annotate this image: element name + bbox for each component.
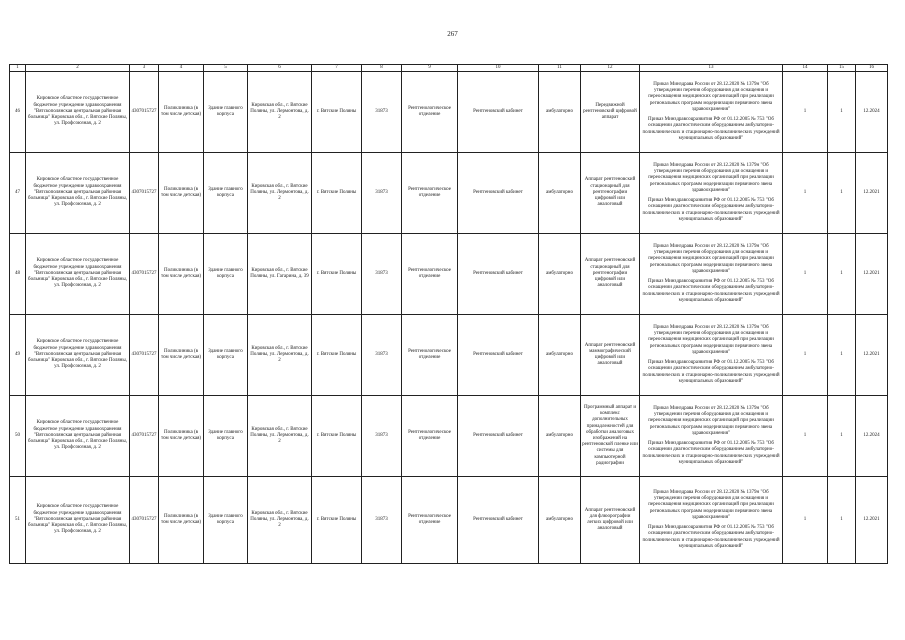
settlement-cell: г. Вятские Поляны <box>312 315 362 396</box>
quantity-required-cell: 1 <box>783 315 828 396</box>
legal-basis-cell <box>640 315 783 396</box>
inn-code-cell: 4307015727 <box>130 477 159 564</box>
table-row <box>10 72 888 153</box>
legal-basis-order-1379n: Приказ Минздрава России от 28.12.2020 № 1379н "Об утверждении перечня оборудования для оснащения и переоснащения медицинских организаций при реализации региональных программ модернизации первичного звена здравоохранения" <box>648 244 774 274</box>
deadline-cell: 12.2021 <box>856 315 888 396</box>
header-cell: 6 <box>248 65 312 72</box>
address-cell: Кировская обл., г. Вятские Поляны, ул. Лермонтова, д. 2 <box>248 72 312 153</box>
inn-code-cell: 4307015727 <box>130 396 159 477</box>
building-name-cell: Здание главного корпуса <box>204 315 248 396</box>
equipment-name-cell: Программный аппарат и комплекс дополнительных принадлежностей для обработки аналоговых изображений на рентгеновской пленке или системы для компьютерной радиографии <box>581 396 640 477</box>
room-cell: Рентгеновский кабинет <box>458 396 539 477</box>
building-name-cell: Здание главного корпуса <box>204 477 248 564</box>
address-cell: Кировская обл., г. Вятские Поляны, ул. Лермонтова, д. 2 <box>248 153 312 234</box>
quantity-required-cell: 1 <box>783 396 828 477</box>
care-mode-cell: амбулаторно <box>539 72 581 153</box>
oktmo-code-cell: 31873 <box>362 72 402 153</box>
address-cell: Кировская обл., г. Вятские Поляны, ул. Лермонтова, д. 2 <box>248 477 312 564</box>
legal-basis-order-1379n: Приказ Минздрава России от 28.12.2020 № 1379н "Об утверждении перечня оборудования для оснащения и переоснащения медицинских организаций при реализации региональных программ модернизации первичного звена здравоохранения" <box>648 490 774 520</box>
quantity-required-cell: 1 <box>783 153 828 234</box>
header-cell: 5 <box>204 65 248 72</box>
header-cell: 8 <box>362 65 402 72</box>
building-name-cell: Здание главного корпуса <box>204 234 248 315</box>
organization-name-cell: Кировское областное государственное бюджетное учреждение здравоохранения "Вятскополянская центральная районная больница" Кировская обл., г. Вятские Поляны, ул. Профсоюзная, д. 2 <box>26 396 130 477</box>
legal-basis-order-753: Приказ Минздравсоцразвития РФ от 01.12.2005 № 753 "Об оснащении диагностическим оборудованием амбулаторно-поликлинических и стационарно-поликлинических учреждений муниципальных образований" <box>642 117 780 141</box>
header-cell: 15 <box>828 65 856 72</box>
deadline-cell: 12.2024 <box>856 396 888 477</box>
row-number-cell: 51 <box>10 477 26 564</box>
settlement-cell: г. Вятские Поляны <box>312 477 362 564</box>
quantity-required-cell: 1 <box>783 477 828 564</box>
inn-code-cell: 4307015727 <box>130 315 159 396</box>
oktmo-code-cell: 31873 <box>362 396 402 477</box>
header-cell: 16 <box>856 65 888 72</box>
settlement-cell: г. Вятские Поляны <box>312 153 362 234</box>
header-cell: 10 <box>458 65 539 72</box>
building-name-cell: Здание главного корпуса <box>204 396 248 477</box>
header-cell: 12 <box>581 65 640 72</box>
legal-basis-cell <box>640 234 783 315</box>
settlement-cell: г. Вятские Поляны <box>312 396 362 477</box>
table-row <box>10 153 888 234</box>
organization-name-cell: Кировское областное государственное бюджетное учреждение здравоохранения "Вятскополянская центральная районная больница" Кировская обл., г. Вятские Поляны, ул. Профсоюзная, д. 2 <box>26 234 130 315</box>
department-cell: Рентгенологическое отделение <box>402 153 458 234</box>
deadline-cell: 12.2021 <box>856 153 888 234</box>
header-cell: 7 <box>312 65 362 72</box>
table-row <box>10 477 888 564</box>
header-cell: 4 <box>159 65 204 72</box>
facility-type-cell: Поликлиника (в том числе детская) <box>159 477 204 564</box>
settlement-cell: г. Вятские Поляны <box>312 72 362 153</box>
inn-code-cell: 4307015727 <box>130 72 159 153</box>
facility-type-cell: Поликлиника (в том числе детская) <box>159 396 204 477</box>
address-cell: Кировская обл., г. Вятские Поляны, ул. Лермонтова, д. 2 <box>248 315 312 396</box>
organization-name-cell: Кировское областное государственное бюджетное учреждение здравоохранения "Вятскополянская центральная районная больница" Кировская обл., г. Вятские Поляны, ул. Профсоюзная, д. 2 <box>26 477 130 564</box>
header-cell: 1 <box>10 65 26 72</box>
quantity-planned-cell: 1 <box>828 315 856 396</box>
header-cell: 14 <box>783 65 828 72</box>
row-number-cell: 46 <box>10 72 26 153</box>
room-cell: Рентгеновский кабинет <box>458 234 539 315</box>
care-mode-cell: амбулаторно <box>539 477 581 564</box>
department-cell: Рентгенологическое отделение <box>402 477 458 564</box>
deadline-cell: 12.2021 <box>856 234 888 315</box>
care-mode-cell: амбулаторно <box>539 153 581 234</box>
row-number-cell: 49 <box>10 315 26 396</box>
deadline-cell: 12.2024 <box>856 72 888 153</box>
care-mode-cell: амбулаторно <box>539 234 581 315</box>
organization-name-cell: Кировское областное государственное бюджетное учреждение здравоохранения "Вятскополянская центральная районная больница" Кировская обл., г. Вятские Поляны, ул. Профсоюзная, д. 2 <box>26 315 130 396</box>
building-name-cell: Здание главного корпуса <box>204 153 248 234</box>
care-mode-cell: амбулаторно <box>539 315 581 396</box>
legal-basis-order-753: Приказ Минздравсоцразвития РФ от 01.12.2005 № 753 "Об оснащении диагностическим оборудованием амбулаторно-поликлинических и стационарно-поликлинических учреждений муниципальных образований" <box>642 279 780 303</box>
legal-basis-order-1379n: Приказ Минздрава России от 28.12.2020 № 1379н "Об утверждении перечня оборудования для оснащения и переоснащения медицинских организаций при реализации региональных программ модернизации первичного звена здравоохранения" <box>648 82 774 112</box>
legal-basis-order-753: Приказ Минздравсоцразвития РФ от 01.12.2005 № 753 "Об оснащении диагностическим оборудованием амбулаторно-поликлинических и стационарно-поликлинических учреждений муниципальных образований" <box>642 525 780 549</box>
equipment-name-cell: Аппарат рентгеновский для флюорографии легких цифровой или аналоговый <box>581 477 640 564</box>
legal-basis-cell <box>640 396 783 477</box>
legal-basis-order-1379n: Приказ Минздрава России от 28.12.2020 № 1379н "Об утверждении перечня оборудования для оснащения и переоснащения медицинских организаций при реализации региональных программ модернизации первичного звена здравоохранения" <box>648 325 774 355</box>
header-cell: 11 <box>539 65 581 72</box>
page-number: 267 <box>447 30 458 38</box>
facility-type-cell: Поликлиника (в том числе детская) <box>159 315 204 396</box>
legal-basis-cell <box>640 72 783 153</box>
department-cell: Рентгенологическое отделение <box>402 234 458 315</box>
oktmo-code-cell: 31873 <box>362 477 402 564</box>
legal-basis-cell <box>640 477 783 564</box>
equipment-name-cell: Передвижной рентгеновский цифровой аппарат <box>581 72 640 153</box>
column-number-header-row <box>10 65 888 72</box>
legal-basis-order-1379n: Приказ Минздрава России от 28.12.2020 № 1379н "Об утверждении перечня оборудования для оснащения и переоснащения медицинских организаций при реализации региональных программ модернизации первичного звена здравоохранения" <box>648 163 774 193</box>
table-row <box>10 396 888 477</box>
address-cell: Кировская обл., г. Вятские Поляны, ул. Гагарина, д. 39 <box>248 234 312 315</box>
quantity-planned-cell: 1 <box>828 396 856 477</box>
legal-basis-cell <box>640 153 783 234</box>
care-mode-cell: амбулаторно <box>539 396 581 477</box>
oktmo-code-cell: 31873 <box>362 315 402 396</box>
room-cell: Рентгеновский кабинет <box>458 315 539 396</box>
organization-name-cell: Кировское областное государственное бюджетное учреждение здравоохранения "Вятскополянская центральная районная больница" Кировская обл., г. Вятские Поляны, ул. Профсоюзная, д. 2 <box>26 153 130 234</box>
room-cell: Рентгеновский кабинет <box>458 477 539 564</box>
row-number-cell: 48 <box>10 234 26 315</box>
row-number-cell: 47 <box>10 153 26 234</box>
department-cell: Рентгенологическое отделение <box>402 396 458 477</box>
legal-basis-order-753: Приказ Минздравсоцразвития РФ от 01.12.2005 № 753 "Об оснащении диагностическим оборудованием амбулаторно-поликлинических и стационарно-поликлинических учреждений муниципальных образований" <box>642 198 780 222</box>
inn-code-cell: 4307015727 <box>130 234 159 315</box>
quantity-required-cell: 1 <box>783 72 828 153</box>
table-row <box>10 234 888 315</box>
header-cell: 3 <box>130 65 159 72</box>
oktmo-code-cell: 31873 <box>362 234 402 315</box>
quantity-planned-cell: 1 <box>828 477 856 564</box>
legal-basis-order-753: Приказ Минздравсоцразвития РФ от 01.12.2005 № 753 "Об оснащении диагностическим оборудованием амбулаторно-поликлинических и стационарно-поликлинических учреждений муниципальных образований" <box>642 360 780 384</box>
quantity-required-cell: 1 <box>783 234 828 315</box>
row-number-cell: 50 <box>10 396 26 477</box>
equipment-register-table <box>9 64 888 564</box>
facility-type-cell: Поликлиника (в том числе детская) <box>159 234 204 315</box>
deadline-cell: 12.2021 <box>856 477 888 564</box>
table-row <box>10 315 888 396</box>
building-name-cell: Здание главного корпуса <box>204 72 248 153</box>
equipment-name-cell: Аппарат рентгеновский маммографический цифровой или аналоговый <box>581 315 640 396</box>
header-cell: 9 <box>402 65 458 72</box>
room-cell: Рентгеновский кабинет <box>458 72 539 153</box>
room-cell: Рентгеновский кабинет <box>458 153 539 234</box>
quantity-planned-cell: 1 <box>828 153 856 234</box>
department-cell: Рентгенологическое отделение <box>402 72 458 153</box>
legal-basis-order-1379n: Приказ Минздрава России от 28.12.2020 № 1379н "Об утверждении перечня оборудования для оснащения и переоснащения медицинских организаций при реализации региональных программ модернизации первичного звена здравоохранения" <box>648 406 774 436</box>
header-cell: 2 <box>26 65 130 72</box>
quantity-planned-cell: 1 <box>828 72 856 153</box>
settlement-cell: г. Вятские Поляны <box>312 234 362 315</box>
header-cell: 13 <box>640 65 783 72</box>
oktmo-code-cell: 31873 <box>362 153 402 234</box>
organization-name-cell: Кировское областное государственное бюджетное учреждение здравоохранения "Вятскополянская центральная районная больница" Кировская обл., г. Вятские Поляны, ул. Профсоюзная, д. 2 <box>26 72 130 153</box>
facility-type-cell: Поликлиника (в том числе детская) <box>159 72 204 153</box>
facility-type-cell: Поликлиника (в том числе детская) <box>159 153 204 234</box>
legal-basis-order-753: Приказ Минздравсоцразвития РФ от 01.12.2005 № 753 "Об оснащении диагностическим оборудованием амбулаторно-поликлинических и стационарно-поликлинических учреждений муниципальных образований" <box>642 441 780 465</box>
quantity-planned-cell: 1 <box>828 234 856 315</box>
department-cell: Рентгенологическое отделение <box>402 315 458 396</box>
equipment-name-cell: Аппарат рентгеновский стационарный для рентгенографии цифровой или аналоговый <box>581 153 640 234</box>
address-cell: Кировская обл., г. Вятские Поляны, ул. Лермонтова, д. 2 <box>248 396 312 477</box>
inn-code-cell: 4307015727 <box>130 153 159 234</box>
equipment-name-cell: Аппарат рентгеновский стационарный для рентгенографии цифровой или аналоговый <box>581 234 640 315</box>
